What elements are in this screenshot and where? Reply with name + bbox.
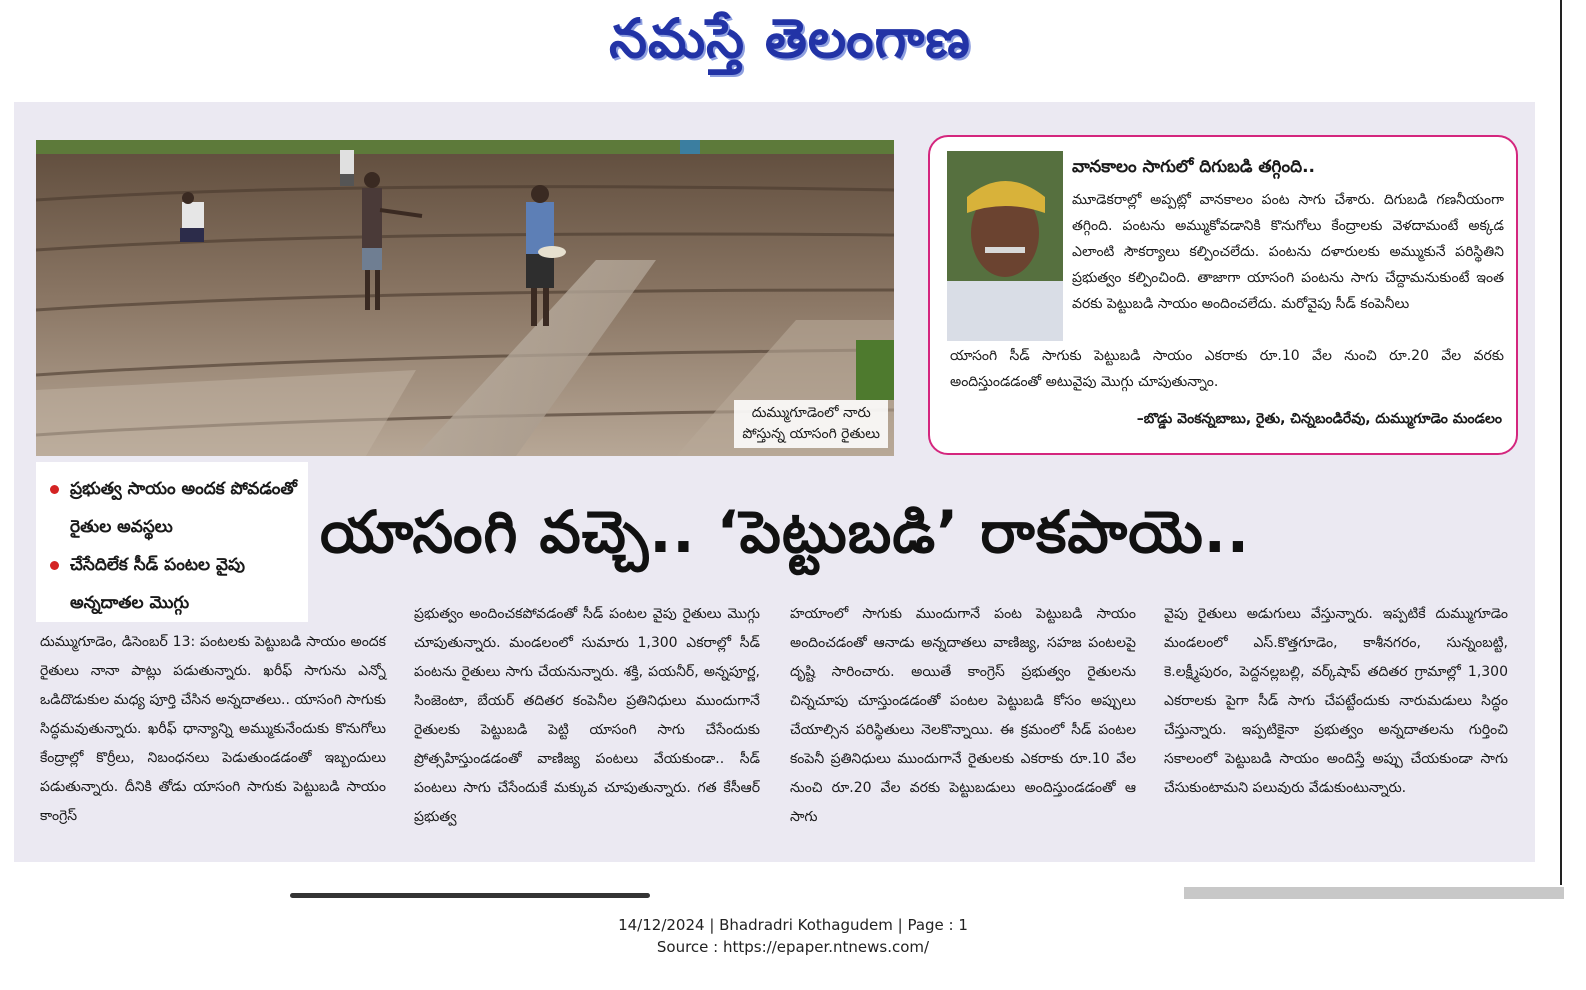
- bullet-dot-icon: [50, 561, 59, 570]
- highlight-bullets: [36, 462, 308, 622]
- photo-caption-line1: దుమ్ముగూడెంలో నారు: [751, 405, 871, 421]
- bullet-text: చేసేదిలేక సీడ్ పంటల వైపు అన్నదాతల మొగ్గు: [70, 555, 245, 613]
- page-edge-rule: [1560, 0, 1562, 885]
- article-column-3: హయాంలో సాగుకు ముందుగానే పంట పెట్టుబడి సాయం అందించడంతో ఆనాడు అన్నదాతలు వాణిజ్య, సహజ పంటలపై దృష్టి సారించారు. అయితే కాంగ్రెస్ ప్రభుత్వం రైతులను చిన్నచూపు చూస్తుండడంతో పంటల పెట్టుబడి కోసం అప్పులు చేయాల్సిన పరిస్థితులు నెలకొన్నాయి. ఈ క్రమంలో సీడ్ పంటల కంపెనీ ప్రతినిధులు ముందుగానే రైతులకు ఎకరాకు రూ.10 వేల నుంచి రూ.20 వేల వరకు పెట్టుబడులు అందిస్తుండడంతో ఆ సాగు: [790, 606, 1136, 825]
- masthead-logo: నమస్తే తెలంగాణ: [609, 6, 971, 70]
- quote-heading: వానకాలం సాగులో దిగుబడి తగ్గింది..: [1072, 157, 1316, 177]
- article-headline: యాసంగి వచ్చె.. ‘పెట్టుబడి’ రాకపాయె..: [320, 498, 1250, 566]
- bullet-text: ప్రభుత్వ సాయం అందక పోవడంతో రైతుల అవస్థలు: [70, 479, 297, 537]
- bullet-item: [44, 470, 300, 546]
- farmer-portrait: [947, 151, 1063, 341]
- photo-caption: [734, 400, 888, 448]
- farmer-quote-box: [928, 135, 1518, 455]
- footer-date-edition: 14/12/2024 | Bhadradri Kothagudem | Page : 1: [618, 916, 968, 934]
- bullet-item: [44, 546, 300, 622]
- quote-body-continued: యాసంగి సీడ్ సాగుకు పెట్టుబడి సాయం ఎకరాకు రూ.10 వేల నుంచి రూ.20 వేల వరకు అందిస్తుండడంతో అటువైపు మొగ్గు చూపుతున్నాం.: [950, 348, 1504, 390]
- article-column-2: ప్రభుత్వం అందించకపోవడంతో సీడ్ పంటల వైపు రైతులు మొగ్గు చూపుతున్నారు. మండలంలో సుమారు 1,300 ఎకరాల్లో సీడ్ పంటను రైతులు సాగు చేయనున్నారు. శక్తి, పయనీర్, అన్నపూర్ణ, సింజెంటా, బేయర్ తదితర కంపెనీల ప్రతినిధులు ముందుగానే రైతులకు పెట్టుబడి పెట్టి యాసంగి సాగు చేసేందుకు ప్రోత్సహిస్తుండడంతో వాణిజ్య పంటలు వేయకుండా.. సీడ్ పంటలు సాగు చేసేందుకే మక్కువ చూపుతున్నారు. గత కేసీఆర్ ప్రభుత్వ: [414, 606, 760, 825]
- quote-attribution: –బొడ్డు వెంకన్నబాబు, రైతు, చిన్నబండిరేవు, దుమ్ముగూడెం మండలం: [1136, 411, 1502, 427]
- gray-divider: [1184, 887, 1564, 899]
- photo-caption-line2: పోస్తున్న యాసంగి రైతులు: [742, 426, 880, 442]
- footer-source: Source : https://epaper.ntnews.com/: [656, 938, 930, 956]
- quote-body: మూడెకరాల్లో అప్పట్లో వానకాలం పంట సాగు చేశారు. దిగుబడి గణనీయంగా తగ్గింది. పంటను అమ్ముకోవడానికి కొనుగోలు కేంద్రాలకు వెళదామంటే అక్కడ ఎలాంటి సౌకర్యాలు కల్పించలేదు. పంటను దళారులకు అమ్ముకునే పరిస్థితిని ప్రభుత్వం కల్పించింది. తాజాగా యాసంగి పంటను సాగు చేద్దామనుకుంటే ఇంత వరకు పెట్టుబడి సాయం అందించలేదు. మరోవైపు సీడ్ కంపెనీలు: [1072, 192, 1504, 312]
- article-column-1: దుమ్ముగూడెం, డిసెంబర్ 13: పంటలకు పెట్టుబడి సాయం అందక రైతులు నానా పాట్లు పడుతున్నారు. ఖరీఫ్ సాగును ఎన్నో ఒడిదొడుకుల మధ్య పూర్తి చేసిన అన్నదాతలు.. యాసంగి సాగుకు సిద్ధమవుతున్నారు. ఖరీఫ్ ధాన్యాన్ని అమ్ముకునేందుకు కొనుగోలు కేంద్రాల్లో కొర్రీలు, నిబంధనలు పెడుతుండడంతో ఇబ్బందులు పడుతున్నారు. దీనికి తోడు యాసంగి సాగుకు పెట్టుబడి సాయం కాంగ్రెస్: [40, 634, 386, 824]
- article-column-4: వైపు రైతులు అడుగులు వేస్తున్నారు. ఇప్పటికే దుమ్ముగూడెం మండలంలో ఎస్.కొత్తగూడెం, కాశీనగరం, సున్నంబట్టి, కె.లక్ష్మీపురం, పెద్దనల్లబల్లి, వర్క్‌షాప్ తదితర గ్రామాల్లో 1,300 ఎకరాలకు పైగా సీడ్ సాగు చేపట్టేందుకు నారుమడులు సిద్ధం చేస్తున్నారు. ఇప్పటికైనా ప్రభుత్వం అన్నదాతలను గుర్తించి సకాలంలో పెట్టుబడి సాయం అందిస్తే అప్పు చేయకుండా సాగు చేసుకుంటామని పలువురు వేడుకుంటున్నారు.: [1164, 606, 1508, 796]
- next-article-fragment: [290, 893, 650, 898]
- article-photo: [36, 140, 894, 456]
- bullet-dot-icon: [50, 485, 59, 494]
